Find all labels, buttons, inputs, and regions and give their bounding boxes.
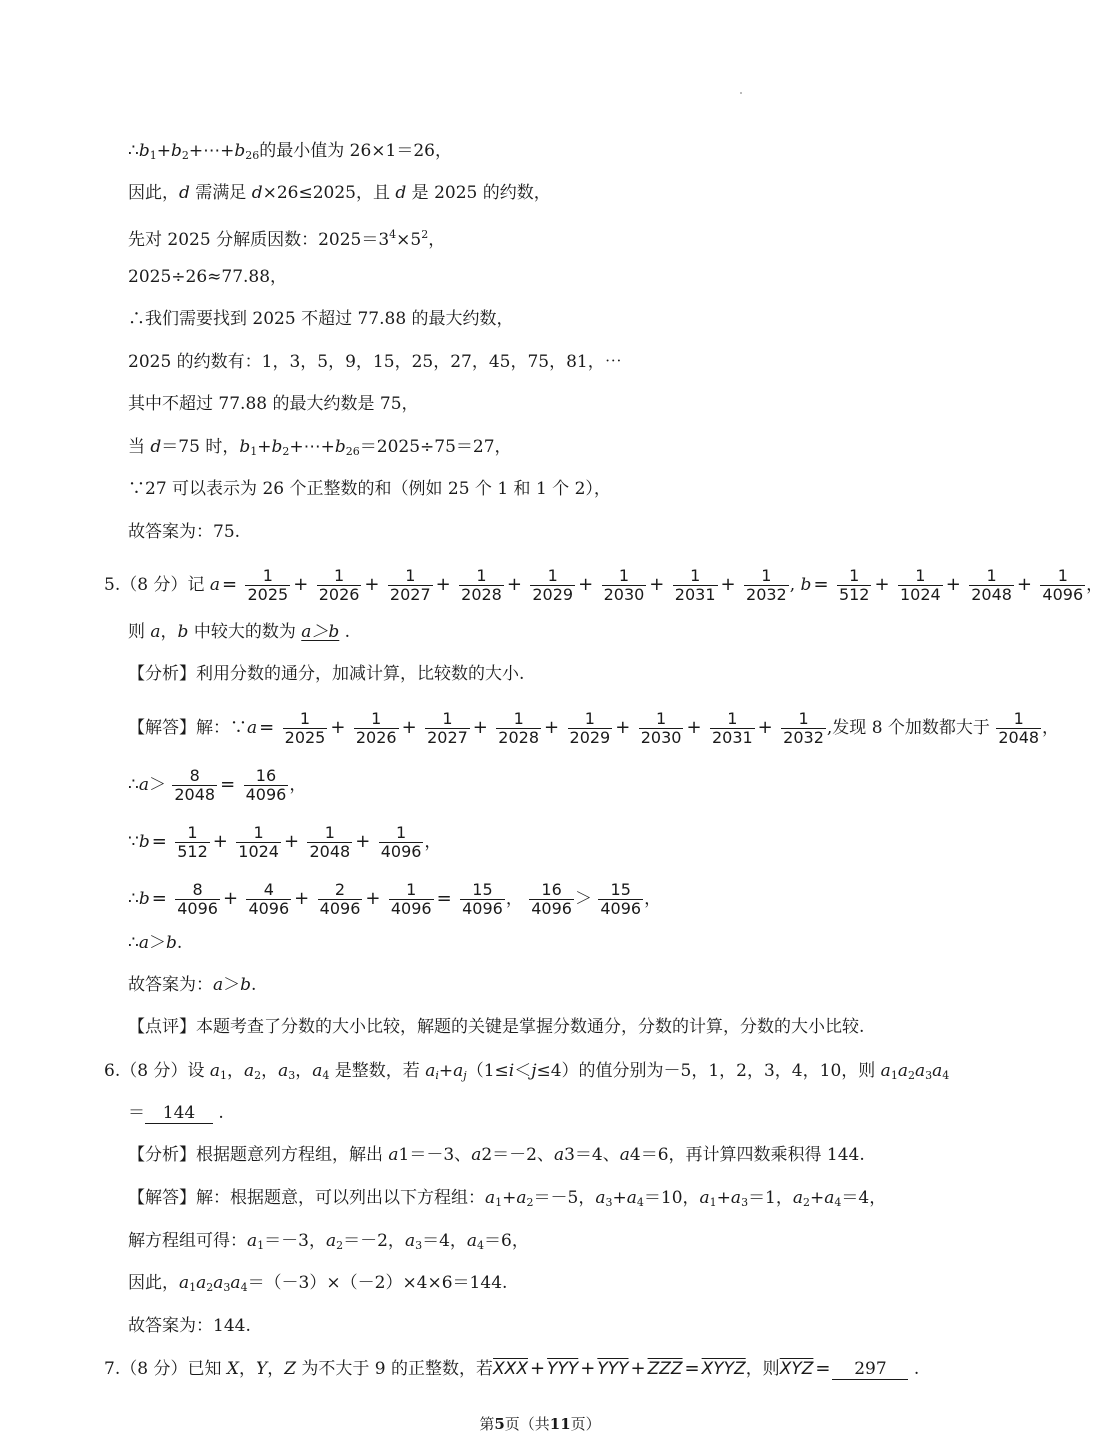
- q6-solution: 【解答】解：根据题意，可以列出以下方程组：$a_1+a_2=-5$，$a_3+a_4=10$，$a_1+a_3=1$，$a_2+a_4=4$，: [128, 1188, 887, 1209]
- q5-comment: 【点评】本题考查了分数的大小比较，解题的关键是掌握分数通分，分数的计算，分数的大小比较.: [128, 1017, 865, 1037]
- frac-a4: $\frac{1}{2028}$: [461, 566, 502, 604]
- q7-statement: 7.（8 分）已知 X，Y，Z 为不大于 9 的正整数，若$\overline{XXX} + \overline{YYY} + \overline{YYY} + \overline{ZZZ}$ = XYYZ，则$\overline{XYZ} = 297$ .: [104, 1358, 920, 1379]
- frac-a6: $\frac{1}{2030}$: [603, 566, 645, 604]
- line-condition: 因此，d 需满足 d×26≤2025，且 d 是 2025 的约数，: [128, 183, 551, 203]
- q6-blank-line: ＝ 144 .: [128, 1103, 224, 1123]
- q6-product: 因此，$a_1a_2a_3a_4=(-3)\times(-2)\times 4\times 6=144$.: [128, 1273, 508, 1294]
- frac-b4: $\frac{1}{4096}$: [1042, 566, 1084, 604]
- line-divisor-list: 2025 的约数有：1，3，5，9，15，25，27，45，75，81，⋯: [128, 352, 622, 372]
- frac-a3: $\frac{1}{2027}$: [389, 566, 431, 604]
- frac-b1: $\frac{1}{512}$: [838, 566, 870, 604]
- page-number: 第5页（共11页）: [479, 1415, 601, 1433]
- q5-analysis: 【分析】利用分数的通分，加减计算，比较数的大小.: [128, 664, 525, 684]
- frac-b2: $\frac{1}{1024}$: [899, 566, 941, 604]
- q5-answer: 故答案为：a＞b.: [128, 975, 257, 995]
- q5-solution: 【解答】解：∵a = $\frac{1}{2025}$ + $\frac{1}{2026}$ + $\frac{1}{2027}$ + $\frac{1}{2028}$ + $\frac{1}{2029}$ + $\frac{1}{2030}$ + $\frac{1}{2031}$ + $\frac{1}{2032}$ ,发现 8 个加数都大于 $\frac{1}{2048}$ ，: [128, 709, 1060, 747]
- q7-answer-blank: 297: [832, 1359, 908, 1380]
- q6-values: 解方程组可得：$a_1=-3$，$a_2=-2$，$a_3=4$，$a_4=6$，: [128, 1231, 529, 1252]
- q5-conclusion: ∴a＞b.: [128, 933, 183, 953]
- frac-a2: $\frac{1}{2026}$: [318, 566, 360, 604]
- frac-a1: $\frac{1}{2025}$: [247, 566, 289, 604]
- line-division: 2025÷26≈77.88，: [128, 267, 288, 287]
- q5-step-b: ∵b = $\frac{1}{512}$ + $\frac{1}{1024}$ + $\frac{1}{2048}$ + $\frac{1}{4096}$ ，: [128, 823, 442, 861]
- q5-answer-blank: a＞b: [301, 622, 340, 642]
- line-find-divisor: ∴我们需要找到 2025 不超过 77.88 的最大约数，: [128, 309, 514, 329]
- q5-ask: 则 a，b 中较大的数为 a＞b .: [128, 622, 351, 642]
- stray-mark: [740, 92, 742, 94]
- frac-b3: $\frac{1}{2048}$: [971, 566, 1012, 604]
- q6-answer-blank: 144: [145, 1103, 213, 1124]
- q5-statement: 5.（8 分）记 a = $\frac{1}{2025}$ + $\frac{1}{2026}$ + $\frac{1}{2027}$ + $\frac{1}{2028}$ + $\frac{1}{2029}$ + $\frac{1}{2030}$ + $\frac{1}{2031}$ + $\frac{1}{2032}$ , b = $\frac{1}{512}$ + $\frac{1}{1024}$ + $\frac{1}{2048}$ + $\frac{1}{4096}$ ，: [104, 566, 1103, 604]
- q6-statement: 6.（8 分）设 $a_1$，$a_2$，$a_3$，$a_4$ 是整数，若 $a_i+a_j(1\le i<j\le 4)$的值分别为－5，1，2，3，4，10，则 $a_1a_2a_3a_4$: [104, 1061, 950, 1082]
- line-d75: 当 d＝75 时，$b_1+b_2+\cdots+b_{26}=2025\div 75=27$，: [128, 437, 512, 458]
- q5-step-b-sum: ∴b = $\frac{8}{4096}$ + $\frac{4}{4096}$ + $\frac{2}{4096}$ + $\frac{1}{4096}$ = $\frac{15}{4096}$ ， $\frac{16}{4096}$ ＞ $\frac{15}{4096}$ ，: [128, 880, 662, 918]
- q6-analysis: 【分析】根据题意列方程组，解出 a1＝－3、a2＝－2、a3＝4、a4＝6，再计算四数乘积得 144.: [128, 1145, 865, 1165]
- line-answer-75: 故答案为：75.: [128, 522, 241, 542]
- frac-a5: $\frac{1}{2029}$: [532, 566, 574, 604]
- line-min-sum: $\therefore b_1+b_2+\cdots+b_{26}$的最小值为 26×1＝26，: [128, 141, 452, 162]
- line-max-divisor: 其中不超过 77.88 的最大约数是 75，: [128, 394, 419, 414]
- frac-a8: $\frac{1}{2032}$: [746, 566, 787, 604]
- q5-step-a: ∴a＞ $\frac{8}{2048}$ = $\frac{16}{4096}$ ，: [128, 766, 307, 804]
- q6-answer: 故答案为：144.: [128, 1316, 251, 1336]
- line-example: ∵27 可以表示为 26 个正整数的和（例如 25 个 1 和 1 个 2），: [128, 479, 611, 499]
- frac-a7: $\frac{1}{2031}$: [674, 566, 716, 604]
- line-factorization: 先对 2025 分解质因数：$2025=3^4\times 5^2$，: [128, 228, 446, 250]
